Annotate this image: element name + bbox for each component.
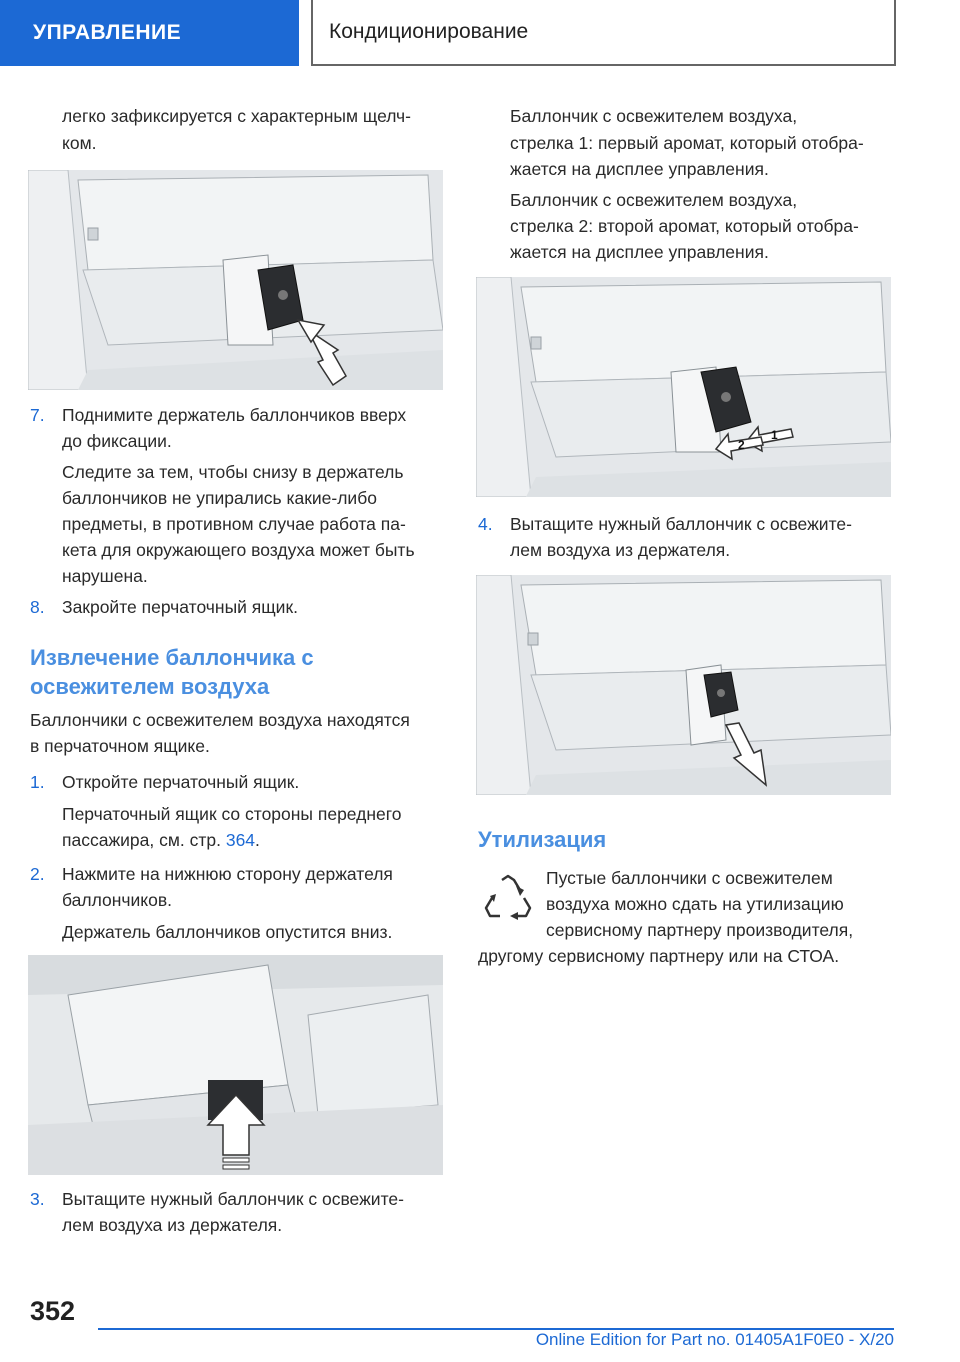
disposal-line-2: воздуха можно сдать на утилизацию — [546, 894, 844, 914]
section-title: УПРАВЛЕНИЕ — [33, 21, 182, 44]
step-4-number: 4. — [478, 514, 493, 534]
section-heading-disposal: Утилизация — [478, 827, 607, 852]
arrow2-desc-line-1: Баллончик с освежителем воздуха, — [510, 190, 798, 210]
figure-pull-cartridge — [476, 575, 891, 795]
removal-desc-line-2: в перчаточном ящике. — [30, 736, 210, 756]
arrow1-desc-line-3: жается на дисплее управления. — [510, 159, 769, 179]
intro-line-1: легко зафиксируется с характерным щелч- — [62, 106, 411, 126]
heading-line-2: освежителем воздуха — [30, 674, 270, 699]
holder-click-illustration — [28, 170, 443, 390]
pull-cartridge-illustration — [476, 575, 891, 795]
step-1-note-line-1: Перчаточный ящик со стороны переднего — [62, 804, 402, 824]
step-1-note-line-2: пассажира, см. стр. 364. — [62, 830, 260, 850]
step-2-note: Держатель баллончиков опустится вниз. — [62, 922, 393, 942]
disposal-line-4: другому сервисному партнеру или на СТОА. — [478, 946, 840, 966]
step-4-line-1: Вытащите нужный баллончик с освежите- — [510, 514, 852, 534]
step-7-note-line-1: Следите за тем, чтобы снизу в держатель — [62, 462, 404, 482]
footer-edition[interactable]: Online Edition for Part no. 01405A1F0E0 - X/20 — [535, 1330, 894, 1349]
step-3-line-1: Вытащите нужный баллончик с освежите- — [62, 1189, 404, 1209]
step-1-number: 1. — [30, 772, 45, 792]
two-cartridges-illustration — [476, 277, 891, 497]
arrow2-desc-line-2: стрелка 2: второй аромат, который отобра- — [510, 216, 859, 236]
arrow1-desc-line-1: Баллончик с освежителем воздуха, — [510, 106, 798, 126]
arrow1-desc-line-2: стрелка 1: первый аромат, который отобра- — [510, 133, 864, 153]
chapter-title: Кондиционирование — [329, 20, 529, 43]
step-7-note-line-4: кета для окружающего воздуха может быть — [62, 540, 415, 560]
section-heading-removal — [30, 643, 314, 701]
step-8-text: Закройте перчаточный ящик. — [62, 597, 298, 617]
left-column — [30, 0, 445, 1300]
step-7-note-line-5: нарушена. — [62, 566, 148, 586]
step-3-line-2: лем воздуха из держателя. — [62, 1215, 283, 1235]
removal-desc-line-1: Баллончики с освежителем воздуха находятся — [30, 710, 410, 730]
disposal-line-1: Пустые баллончики с освежителем — [546, 868, 833, 888]
page-link-364[interactable]: 364 — [225, 830, 256, 850]
step-2-line-1: Нажмите на нижнюю сторону держателя — [62, 864, 393, 884]
step-7-line-1: Поднимите держатель баллончиков вверх — [62, 405, 407, 425]
right-column — [478, 0, 892, 1300]
step-7-note-line-3: предметы, в противном случае работа па- — [62, 514, 406, 534]
step-7-number: 7. — [30, 405, 45, 425]
arrow-label-2: 2 — [738, 438, 745, 452]
disposal-line-3: сервисному партнеру производителя, — [546, 920, 854, 940]
figure-holder-clicks — [28, 170, 443, 390]
step-2-line-2: баллончиков. — [62, 890, 173, 910]
step-2-number: 2. — [30, 864, 45, 884]
intro-line-2: ком. — [62, 133, 97, 153]
figure-two-cartridges — [476, 277, 891, 497]
step-3-number: 3. — [30, 1189, 45, 1209]
arrow2-desc-line-3: жается на дисплее управления. — [510, 242, 769, 262]
arrow-label-1: 1 — [771, 428, 778, 442]
page-number: 352 — [30, 1296, 76, 1326]
press-holder-illustration — [28, 955, 443, 1175]
figure-press-holder — [28, 955, 443, 1175]
step-8-number: 8. — [30, 597, 45, 617]
step-7-note-line-2: баллончиков не упирались какие-либо — [62, 488, 377, 508]
step-4-line-2: лем воздуха из держателя. — [510, 540, 731, 560]
recycle-icon — [480, 872, 536, 922]
step-7-line-2: до фиксации. — [62, 431, 172, 451]
heading-line-1: Извлечение баллончика с — [30, 645, 314, 670]
step-1-text: Откройте перчаточный ящик. — [62, 772, 300, 792]
